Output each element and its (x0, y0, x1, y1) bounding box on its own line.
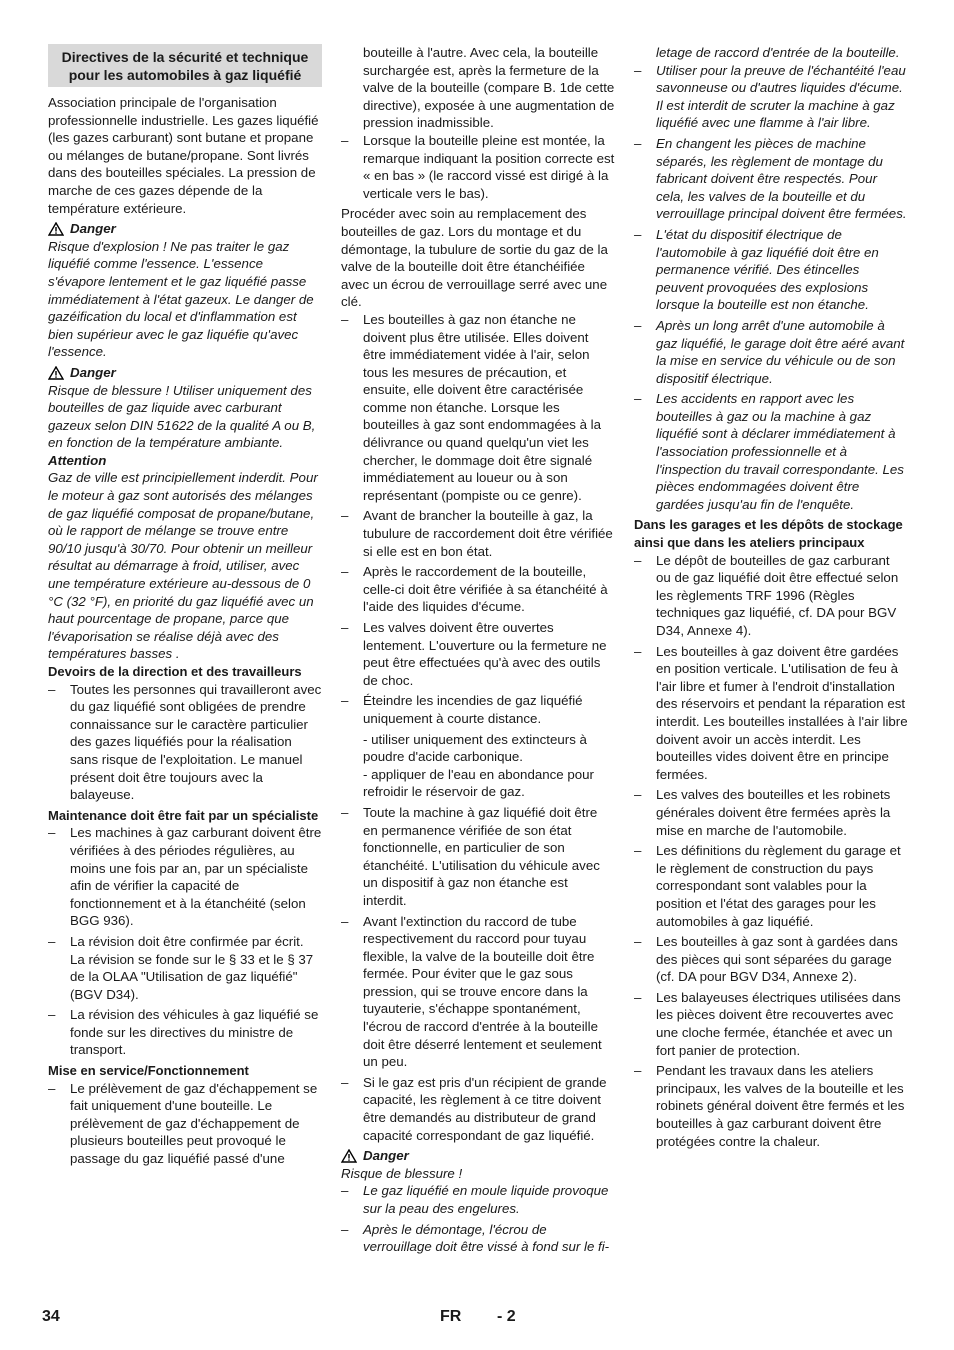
list-item: – Pendant les travaux dans les ateliers principaux, les valves de la bouteille et les robinets général doivent être fermés et les bouteilles à gaz carburant doivent être protégées contre la chaleur. (634, 1062, 908, 1150)
list-b (341, 311, 615, 728)
danger-text: Risque d'explosion ! Ne pas traiter le gaz liquéfié comme l'essence. L'essence s'évapore lentement et le gaz liquéfié passe immédiatement à l'état gazeux. Le danger de gazéification du local et d'inflammation est bien supérieur avec le gaz liquéfie qu'avec l'essence. (48, 238, 314, 360)
warning-triangle-icon (341, 1149, 357, 1163)
list-item: – Le dépôt de bouteilles de gaz carburant ou de gaz liquéfié doit être effectué selon les règlements TRF 1996 (Règles techniques gaz liquéfié, cf. DA pour BGV D34, Annexe 4). (634, 552, 908, 640)
list-item: – En changent les pièces de machine séparés, les règlement de montage du fabricant doivent être respectés. Pour cela, les valves de la bouteille et du verrouillage principal doivent être fermées. (634, 135, 908, 223)
list-item: – Les valves des bouteilles et les robinets générales doivent être fermées après la mise en marche de l'automobile. (634, 786, 908, 839)
list-item: – Les bouteilles à gaz doivent être gardées en position verticale. L'utilisation de feu à l'air libre et fumer à l'endroit d'installation des réservoirs et pendant la réparation est interdit. Les bouteilles installées à l'air libre doivent avoir un accès interdit. Les bouteilles vides doivent être en principe fermées. (634, 643, 908, 784)
sub-item: - utiliser uniquement des extincteurs à poudre d'acide carbonique. (363, 731, 587, 765)
subheading-maintenance: Maintenance doit être fait par un spécialiste (48, 807, 319, 823)
danger-label: Danger (70, 364, 116, 380)
list-item: – Éteindre les incendies de gaz liquéfié uniquement à courte distance. (341, 692, 615, 727)
language-code: FR (440, 1308, 462, 1325)
list-item: – Après un long arrêt d'une automobile à gaz liquéfié, le garage doit être aéré avant la mise en service du véhicule ou de son dispositif électrique. (634, 317, 908, 387)
list-item: – Les balayeuses électriques utilisées dans les pièces doivent être recouvertes avec une cloche fermée, étanchée et avec un fort panier de protection. (634, 989, 908, 1059)
warning-triangle-icon (48, 366, 64, 380)
warning-triangle-icon (48, 222, 64, 236)
list-item: – La révision doit être confirmée par écrit. La révision se fonde sur le § 33 et le § 37 de la OLAA "Utilisation de gaz liquéfié" (BGV D34). (48, 933, 322, 1003)
attention-text: Gaz de ville est principiellement inderdit. Pour le moteur à gaz sont autorisés des mélanges de gaz liquéfié composat de propane/butane, où le rapport de mélange se trouve entre 90/10 jusqu'à 30/70. Pour obtenir un meilleur résultat au démarrage à froid, utiliser, avec une température extérieure au-dessous de 0 °C (32 °F), en priorité du gaz liquéfié avec un haut pourcentage de propane, parce que l'évaporisation se réalise déjà avec des températures basses . (48, 470, 318, 662)
list-c (341, 804, 615, 1144)
list-item: – Lorsque la bouteille pleine est montée, la remarque indiquant la position correcte est « en bas » (le raccord vissé est dirigé à la verticale vers le bas). (341, 132, 615, 202)
devoirs-list (48, 681, 322, 804)
danger-label: Danger (70, 221, 116, 237)
subheading-garages: Dans les garages et les dépôts de stockage ainsi que dans les ateliers principaux (634, 517, 903, 551)
list-item: – Les bouteilles à gaz non étanche ne doivent plus être utilisée. Elles doivent être immédiatement vidée à l'air, selon tous les mesures de précaution, et ensuite, elle doivent être caractérisée comme non étanche. Lorsque les bouteilles à gaz sont endommagées à la délivrance ou quand quelqu'un viet les chercher, le dommage doit être signalé immédiatement au loueur ou à son représentant (pompiste ou ce genre). (341, 311, 615, 505)
list-item: – Si le gaz est pris d'un récipient de grande capacité, les règlement à ce titre doivent être demandés au distributeur de grand capacité correspondant de gaz liquéfié. (341, 1074, 615, 1144)
list-b (634, 552, 908, 1151)
list-item: – Utiliser pour la preuve de l'échantéité l'eau savonneuse ou d'autres liquides d'écume. Il est interdit de scruter la machine à gaz liquéfié avec une flamme à l'air libre. (634, 62, 908, 132)
danger-notice (341, 1147, 615, 1165)
intro-paragraph: Association principale de l'organisation professionnelle industrielle. Les gazes liquéfié (les gazes carburant) sont butane et propane ou mélanges de butane/propane. Sont livrés dans des bouteilles spéciales. La pression de marche de ces gazes dépende de la température extérieure. (48, 95, 319, 216)
subheading-devoirs: Devoirs de la direction et des travailleurs (48, 664, 302, 679)
list-item: – Avant de brancher la bouteille à gaz, la tubulure de raccordement doit être vérifiée si elle est en bon état. (341, 507, 615, 560)
danger-notice (48, 364, 322, 382)
danger-label: Danger (363, 1148, 409, 1164)
list-a (341, 132, 615, 202)
attention-label: Attention (48, 452, 107, 468)
column-1 (48, 44, 322, 1171)
list-item: – Les valves doivent être ouvertes lentement. L'ouverture ou la fermeture ne peut être effectuées qu'à avec des outils de choc. (341, 619, 615, 689)
danger-list (341, 1182, 615, 1255)
list-item: – Toute la machine à gaz liquéfié doit être en permanence vérifiée de son état fonctionnelle, en particulier de son étanchéité. L'utilisation du véhicule avec un dispositif à gaz non étanche est interdit. (341, 804, 615, 910)
list-item: – Toutes les personnes qui travailleront avec du gaz liquéfié sont obligées de prendre connaissance sur le caractère particulier des gazes liquéfiés pour la réalisation sans risque de l'exploitation. Le manuel présent doit être toujours avec la balayeuse. (48, 681, 322, 804)
page-number: 34 (42, 1308, 60, 1325)
continued-text: letage de raccord d'entrée de la bouteille. (656, 45, 900, 60)
list-item: – Les accidents en rapport avec les bouteilles à gaz ou la machine à gaz liquéfié sont à déclarer immédiatement à l'association professionnelle et à l'inspection du travail correspondante. Les pièces endommagées doivent être gardées jusqu'au fin de l'enquête. (634, 390, 908, 513)
mise-list (48, 1080, 322, 1168)
column-2 (341, 44, 615, 1259)
danger-notice (48, 220, 322, 238)
list-a (634, 62, 908, 514)
list-item: – Le prélèvement de gaz d'échappement se fait uniquement d'une bouteille. Le prélèvement de gaz d'échappement de plusieurs bouteilles peut provoqué le passage du gaz liquéfié passé d'une (48, 1080, 322, 1168)
danger-text: Risque de blessure ! (341, 1165, 463, 1181)
section-number: - 2 (497, 1308, 516, 1325)
column-3 (634, 44, 908, 1153)
list-item: – Les bouteilles à gaz sont à gardées dans des pièces qui sont séparées du garage (cf. DA pour BGV D34, Annexe 2). (634, 933, 908, 986)
continued-text: bouteille à l'autre. Avec cela, la bouteille surchargée est, après la fermeture de la valve de la bouteille (compare B. 1de cette directive), exposée à une augmentation de pression inadmissible. (363, 45, 615, 131)
paragraph: Procéder avec soin au remplacement des bouteilles de gaz. Lors du montage et du démontage, la tubulure de sortie du gaz de la valve de la bouteille doit être étanchéifiée avec un écrou de verrouillage serré avec une clé. (341, 206, 608, 310)
list-item: – Les machines à gaz carburant doivent être vérifiées à des périodes régulières, au moins une fois par an, par un spécialiste afin de vérifier la capacité de fonctionnement et à la étanchéité (selon BGG 936). (48, 824, 322, 930)
sub-item: - appliquer de l'eau en abondance pour refroidir le réservoir de gaz. (363, 766, 594, 800)
list-item: – La révision des véhicules à gaz liquéfié se fonde sur les directives du ministre de transport. (48, 1006, 322, 1059)
list-item: – Après le raccordement de la bouteille, celle-ci doit être vérifiée à sa étanchéité à l'aide des liquides d'écume. (341, 563, 615, 616)
list-item: – Les définitions du règlement du garage et le règlement de construction du pays correspondant sont valables pour la position et l'état des garages pour les automobiles à gaz liquéfié. (634, 842, 908, 930)
list-item: – Avant l'extinction du raccord de tube respectivement du raccord pour tuyau flexible, la valve de la bouteille doit être fermée. Pour éviter que le gaz sous pression, qui se trouve encore dans la tuyauterie, s'échappe spontanément, l'écrou de raccord d'entrée à la bouteille doit être déserré lentement et seulement un peu. (341, 913, 615, 1071)
section-heading: Directives de la sécurité et technique pour les automobiles à gaz liquéfié (48, 44, 322, 87)
list-item: – Le gaz liquéfié en moule liquide provoque sur la peau des engelures. (341, 1182, 615, 1217)
list-item: – Après le démontage, l'écrou de verrouillage doit être vissé à fond sur le fi- (341, 1221, 615, 1256)
subheading-mise-en-service: Mise en service/Fonctionnement (48, 1063, 249, 1079)
maintenance-list (48, 824, 322, 1059)
list-item: – L'état du dispositif électrique de l'automobile à gaz liquéfié doit être en permanence vérifié. Des étincelles peuvent provoquées des explosions lorsque la bouteille est non étanche. (634, 226, 908, 314)
danger-text: Risque de blessure ! Utiliser uniquement des bouteilles de gaz liquide avec carburant gazeux selon DIN 51622 de la qualité A ou B, en fonction de la température ambiante. (48, 382, 316, 451)
